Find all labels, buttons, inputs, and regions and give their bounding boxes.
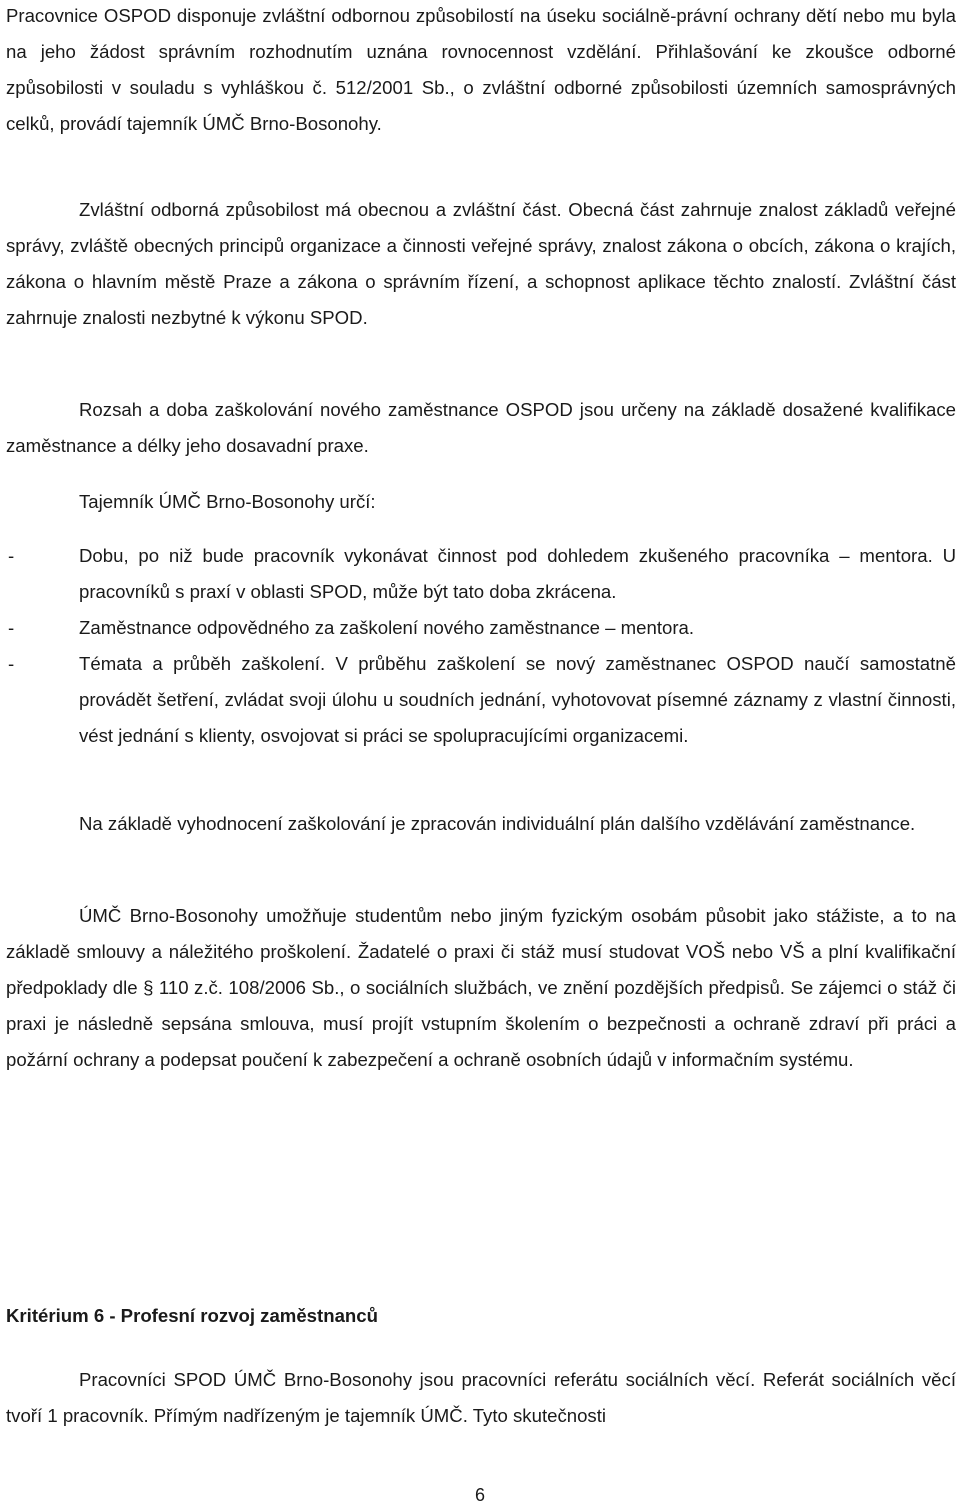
paragraph-training-scope: Rozsah a doba zaškolování nového zaměstnance OSPOD jsou určeny na základě dosažené kvalifikace zaměstnance a délky jeho dosavadní praxe. bbox=[6, 399, 956, 456]
section-heading: Kritérium 6 - Profesní rozvoj zaměstnanců bbox=[6, 1305, 378, 1326]
list-item-text: Dobu, po niž bude pracovník vykonávat činnost pod dohledem zkušeného pracovníka – mentora. U pracovníků s praxí v oblasti SPOD, může být tato doba zkrácena. bbox=[79, 545, 956, 602]
paragraph-internships: ÚMČ Brno-Bosonohy umožňuje studentům nebo jiným fyzickým osobám působit jako stážiste, a to na základě smlouvy a náležitého proškolení. Žadatelé o praxi či stáž musí studovat VOŠ nebo VŠ a plní kvalifikační předpoklady dle § 110 z.č. 108/2006 Sb., o sociálních službách, ve znění pozdějších předpisů. Se zájemci o stáž či praxi je následně sepsána smlouva, musí projít vstupním školením o bezpečnosti a ochraně zdraví při práci a požární ochrany a podepsat poučení k zabezpečení a ochraně osobních údajů v informačním systému. bbox=[6, 905, 956, 1070]
determination-list bbox=[6, 538, 956, 754]
list-dash: - bbox=[8, 617, 15, 638]
paragraph-staff-structure: Pracovníci SPOD ÚMČ Brno-Bosonohy jsou pracovníci referátu sociálních věcí. Referát sociálních věcí tvoří 1 pracovník. Přímým nadřízeným je tajemník ÚMČ. Tyto skutečnosti bbox=[6, 1369, 956, 1426]
paragraph-secretary-determines: Tajemník ÚMČ Brno-Bosonohy určí: bbox=[79, 491, 376, 512]
list-item bbox=[6, 610, 956, 646]
list-dash: - bbox=[8, 545, 15, 566]
paragraph-qualification: Pracovnice OSPOD disponuje zvláštní odbornou způsobilostí na úseku sociálně-právní ochrany dětí nebo mu byla na jeho žádost správním rozhodnutím uznána rovnocennost vzdělání. Přihlašování ke zkoušce odborné způsobilosti v souladu s vyhláškou č. 512/2001 Sb., o zvláštní odborné způsobilosti územních samosprávných celků, provádí tajemník ÚMČ Brno-Bosonohy. bbox=[6, 5, 956, 134]
paragraph-individual-plan: Na základě vyhodnocení zaškolování je zpracován individuální plán dalšího vzdělávání zaměstnance. bbox=[79, 813, 916, 834]
list-dash: - bbox=[8, 653, 15, 674]
paragraph-special-competence: Zvláštní odborná způsobilost má obecnou a zvláštní část. Obecná část zahrnuje znalost základů veřejné správy, zvláště obecných principů organizace a činnosti veřejné správy, znalost zákona o obcích, zákona o krajích, zákona o hlavním městě Praze a zákona o správním řízení, a schopnost aplikace těchto znalostí. Zvláštní část zahrnuje znalosti nezbytné k výkonu SPOD. bbox=[6, 199, 956, 328]
page-number: 6 bbox=[474, 1485, 485, 1505]
list-item bbox=[6, 538, 956, 610]
list-item bbox=[6, 646, 956, 754]
list-item-text: Zaměstnance odpovědného za zaškolení nového zaměstnance – mentora. bbox=[79, 617, 695, 638]
list-item-text: Témata a průběh zaškolení. V průběhu zaškolení se nový zaměstnanec OSPOD naučí samostatně provádět šetření, zvládat svoji úlohu u soudních jednání, vyhotovovat písemné záznamy z vlastní činnosti, vést jednání s klienty, osvojovat si práci se spolupracujícími organizacemi. bbox=[79, 653, 956, 746]
